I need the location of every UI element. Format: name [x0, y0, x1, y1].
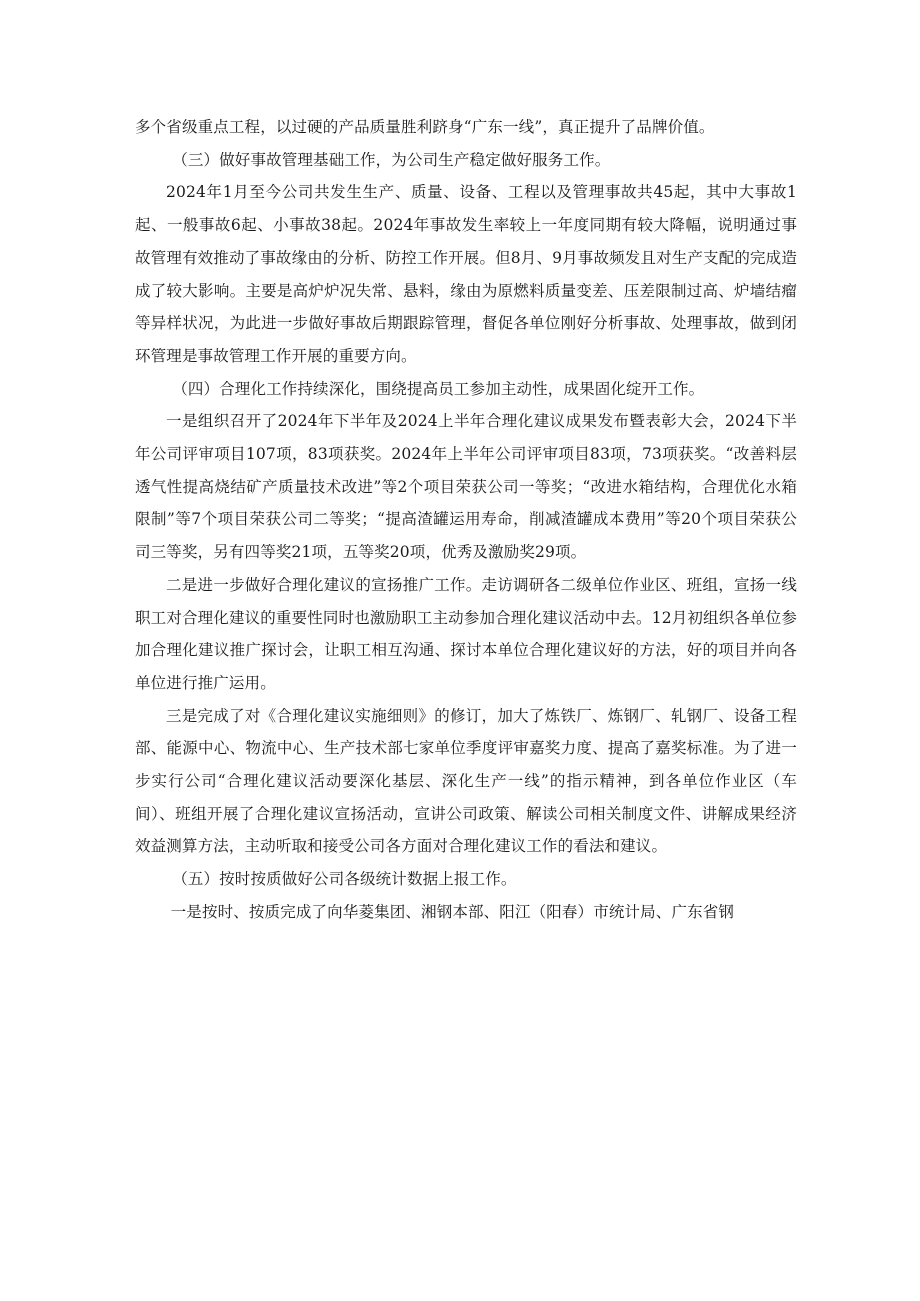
section-heading-5: （五）按时按质做好公司各级统计数据上报工作。	[172, 870, 517, 889]
paragraph-accident-stats: 2024年1月至今公司共发生生产、质量、设备、工程以及管理事故共45起，其中大事故1起、一般事故6起、小事故38起。2024年事故发生率较上一年度同期有较大降幅，说明通过事故管理有效推动了事故缘由的分析、防控工作开展。但8月、9月事故频发且对生产支配的完成造成了较大影响。主要是高炉炉况失常、悬料，缘由为原燃料质量变差、压差限制过高、炉墙结瘤等异样状况，为此进一步做好事故后期跟踪管理，督促各单位刚好分析事故、处理事故，做到闭环管理是事故管理工作开展的重要方向。	[135, 183, 797, 365]
paragraph-statistics-reporting: 一是按时、按质完成了向华菱集团、湘钢本部、阳江（阳春）市统计局、广东省钢	[170, 902, 735, 921]
section-heading-4: （四）合理化工作持续深化，围绕提高员工参加主动性，成果固化绽开工作。	[172, 379, 705, 398]
paragraph-award-meeting: 一是组织召开了2024年下半年及2024上半年合理化建议成果发布暨表彰大会，2024下半年公司评审项目107项，83项获奖。2024年上半年公司评审项目83项，73项获奖。“改善料层透气性提高烧结矿产质量技术改进”等2个项目荣获公司一等奖；“改进水箱结构，合理优化水箱限制”等7个项目荣获公司二等奖；“提高渣罐运用寿命，削减渣罐成本费用”等20个项目荣获公司三等奖，另有四等奖21项，五等奖20项，优秀及激励奖29项。	[135, 412, 797, 562]
paragraph-promotion: 二是进一步做好合理化建议的宣扬推广工作。走访调研各二级单位作业区、班组，宣扬一线职工对合理化建议的重要性同时也激励职工主动参加合理化建议活动中去。12月初组织各单位参加合理化建议推广探讨会，让职工相互沟通、探讨本单位合理化建议好的方法，好的项目并向各单位进行推广运用。	[135, 575, 797, 692]
section-heading-3: （三）做好事故管理基础工作，为公司生产稳定做好服务工作。	[172, 150, 611, 169]
document-body	[135, 111, 797, 929]
paragraph-continuation: 多个省级重点工程，以过硬的产品质量胜利跻身“广东一线”，真正提升了品牌价值。	[135, 118, 715, 136]
paragraph-rules-revision: 三是完成了对《合理化建议实施细则》的修订，加大了炼铁厂、炼钢厂、轧钢厂、设备工程部、能源中心、物流中心、生产技术部七家单位季度评审嘉奖力度、提高了嘉奖标准。为了进一步实行公司“合理化建议活动要深化基层、深化生产一线”的指示精神，到各单位作业区（车间）、班组开展了合理化建议宣扬活动，宣讲公司政策、解读公司相关制度文件、讲解成果经济效益测算方法，主动听取和接受公司各方面对合理化建议工作的看法和建议。	[135, 706, 797, 856]
